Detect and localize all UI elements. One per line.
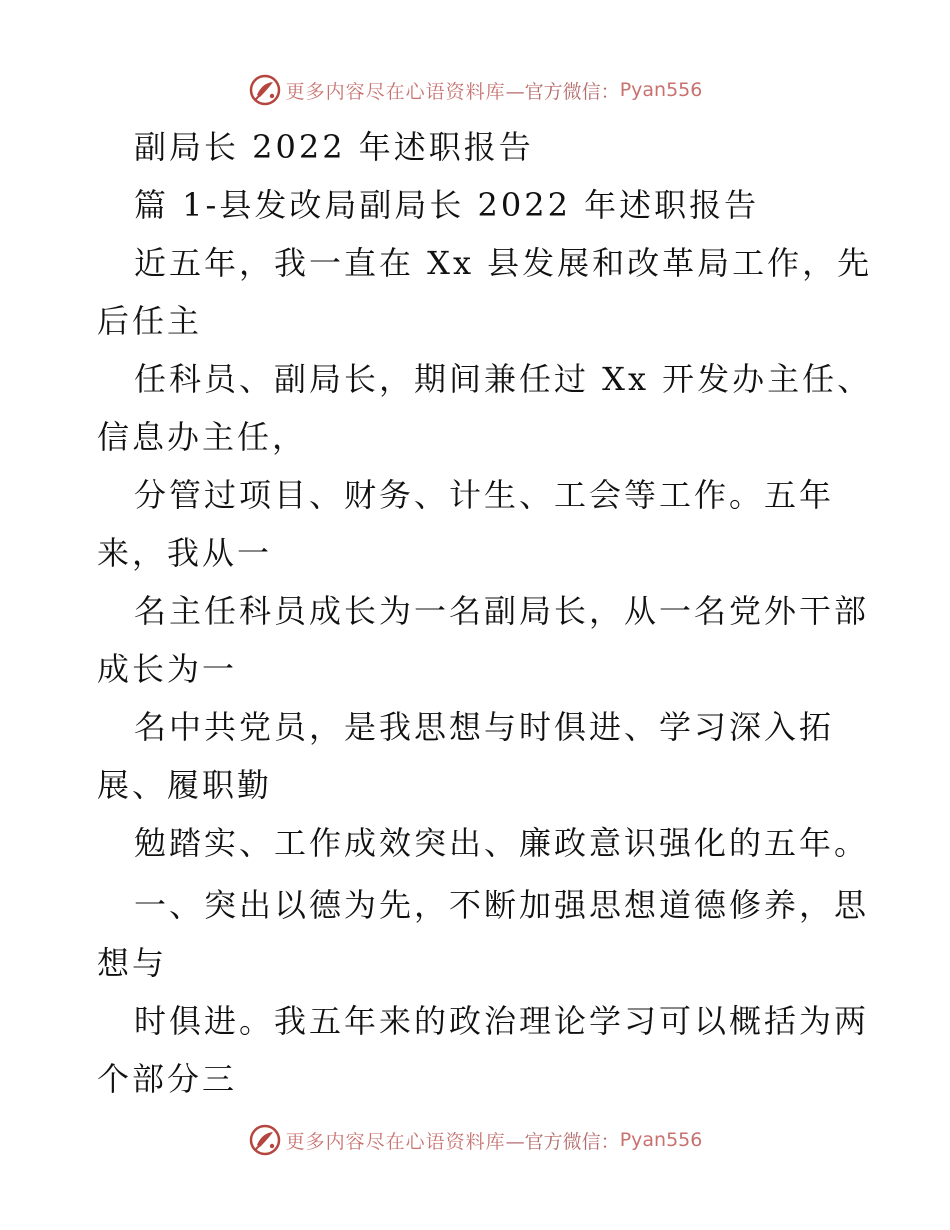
text-line: 任科员、副局长，期间兼任过 Xx 开发办主任、 xyxy=(134,360,873,398)
watermark-separator: —官方微信： xyxy=(505,80,620,103)
watermark-wechat-id: Pyan556 xyxy=(619,79,703,101)
logo-icon xyxy=(248,73,282,107)
watermark-text: 更多内容尽在心语资料库 xyxy=(285,1130,506,1153)
text-line: 展、履职勤 xyxy=(97,766,273,804)
watermark-separator: —官方微信： xyxy=(505,1130,620,1153)
text-line: 一、突出以德为先，不断加强思想道德修养，思 xyxy=(134,886,870,924)
text-line: 名中共党员，是我思想与时俱进、学习深入拓 xyxy=(134,708,835,746)
text-line: 个部分三 xyxy=(97,1060,238,1098)
text-line: 来，我从一 xyxy=(97,534,273,572)
logo-icon xyxy=(248,1123,282,1157)
text-line: 近五年，我一直在 Xx 县发展和改革局工作，先 xyxy=(134,244,873,282)
text-line: 成长为一 xyxy=(97,650,238,688)
section-heading: 篇 1-县发改局副局长 2022 年述职报告 xyxy=(134,186,760,224)
text-line: 分管过项目、财务、计生、工会等工作。五年 xyxy=(134,476,835,514)
text-line: 名主任科员成长为一名副局长，从一名党外干部 xyxy=(134,592,870,630)
text-line: 信息办主任， xyxy=(97,418,308,456)
text-line: 时俱进。我五年来的政治理论学习可以概括为两 xyxy=(134,1002,870,1040)
footer-watermark xyxy=(0,1120,950,1160)
watermark-wechat-id: Pyan556 xyxy=(619,1129,703,1151)
header-watermark xyxy=(0,70,950,110)
document-title: 副局长 2022 年述职报告 xyxy=(134,128,534,166)
text-line: 想与 xyxy=(97,944,168,982)
text-line: 后任主 xyxy=(97,302,203,340)
watermark-text: 更多内容尽在心语资料库 xyxy=(285,80,506,103)
text-line: 勉踏实、工作成效突出、廉政意识强化的五年。 xyxy=(134,824,870,862)
